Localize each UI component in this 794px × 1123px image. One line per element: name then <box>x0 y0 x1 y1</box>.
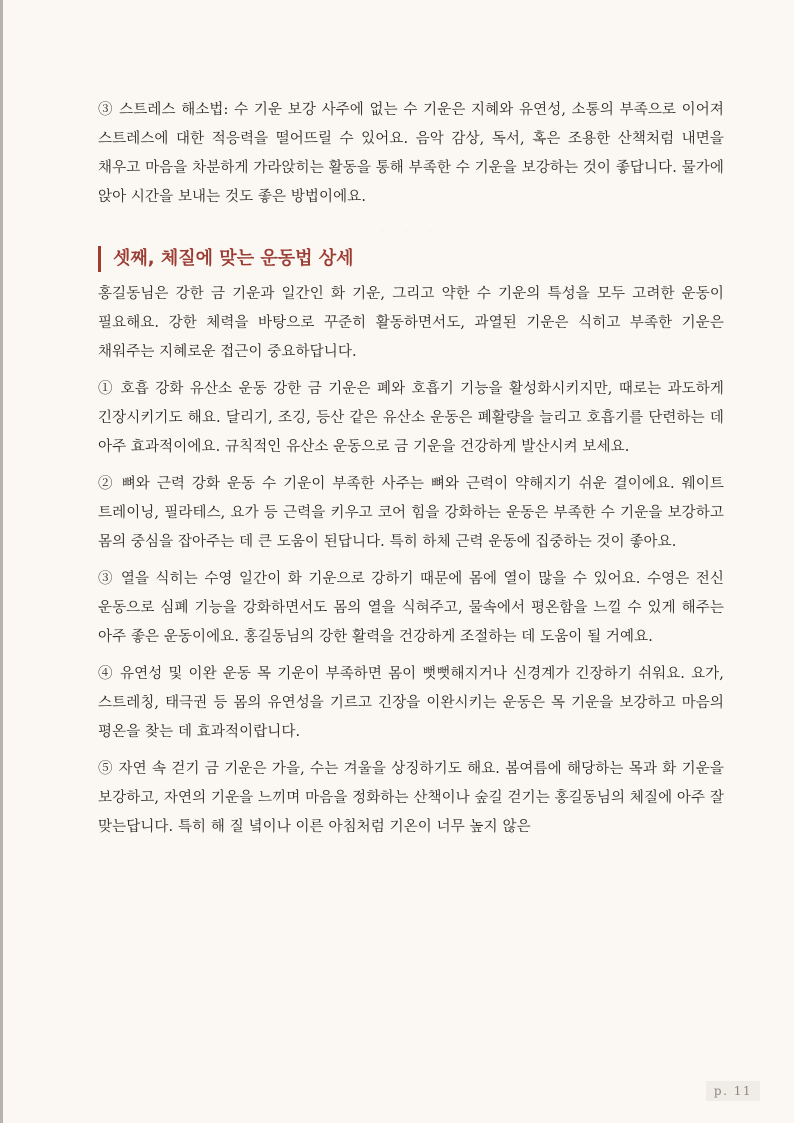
exercise-item-4: ④ 유연성 및 이완 운동 목 기운이 부족하면 몸이 뻣뻣해지거나 신경계가 긴장하기 쉬워요. 요가, 스트레칭, 태극권 등 몸의 유연성을 기르고 긴장을 이완시키는 운동은 목 기운을 보강하고 마음의 평온을 찾는 데 효과적이랍니다. <box>98 666 724 740</box>
exercise-item-3: ③ 열을 식히는 수영 일간이 화 기운으로 강하기 때문에 몸에 열이 많을 수 있어요. 수영은 전신 운동으로 심폐 기능을 강화하면서도 몸의 열을 식혀주고, 물속에서 평온함을 느낄 수 있게 해주는 아주 좋은 운동이에요. 홍길동님의 강한 활력을 건강하게 조절하는 데 도움이 될 거예요. <box>98 571 724 645</box>
exercise-item-1: ① 호흡 강화 유산소 운동 강한 금 기운은 폐와 호흡기 기능을 활성화시키지만, 때로는 과도하게 긴장시키기도 해요. 달리기, 조깅, 등산 같은 유산소 운동은 폐활량을 늘리고 호흡기를 단련하는 데 아주 효과적이에요. 규칙적인 유산소 운동으로 금 기운을 건강하게 발산시켜 보세요. <box>98 381 724 455</box>
exercise-item-2: ② 뼈와 근력 강화 운동 수 기운이 부족한 사주는 뼈와 근력이 약해지기 쉬운 결이에요. 웨이트 트레이닝, 필라테스, 요가 등 근력을 키우고 코어 힘을 강화하는 운동은 부족한 수 기운을 보강하고 몸의 중심을 잡아주는 데 큰 도움이 된답니다. 특히 하체 근력 운동에 집중하는 것이 좋아요. <box>98 476 724 550</box>
page-left-edge <box>0 0 3 1123</box>
section-lead-paragraph: 홍길동님은 강한 금 기운과 일간인 화 기운, 그리고 약한 수 기운의 특성을 모두 고려한 운동이 필요해요. 강한 체력을 바탕으로 꾸준히 활동하면서도, 과열된 기운은 식히고 부족한 기운은 채워주는 지혜로운 접근이 중요하답니다. <box>98 286 724 360</box>
section-title: 셋째, 체질에 맞는 운동법 상세 <box>98 246 724 272</box>
section-divider: · · · <box>381 228 441 235</box>
intro-paragraph: ③ 스트레스 해소법: 수 기운 보강 사주에 없는 수 기운은 지혜와 유연성, 소통의 부족으로 이어져 스트레스에 대한 적응력을 떨어뜨릴 수 있어요. 음악 감상, 독서, 혹은 조용한 산책처럼 내면을 채우고 마음을 차분하게 가라앉히는 활동을 통해 부족한 수 기운을 보강하는 것이 좋답니다. 물가에 앉아 시간을 보내는 것도 좋은 방법이에요. <box>98 102 724 205</box>
page-content <box>98 96 724 842</box>
page-number: p. 11 <box>706 1081 760 1101</box>
exercise-item-5: ⑤ 자연 속 걷기 금 기운은 가을, 수는 겨울을 상징하기도 해요. 봄여름에 해당하는 목과 화 기운을 보강하고, 자연의 기운을 느끼며 마음을 정화하는 산책이나 숲길 걷기는 홍길동님의 체질에 아주 잘 맞는답니다. 특히 해 질 녘이나 이른 아침처럼 기온이 너무 높지 않은 <box>98 761 724 835</box>
